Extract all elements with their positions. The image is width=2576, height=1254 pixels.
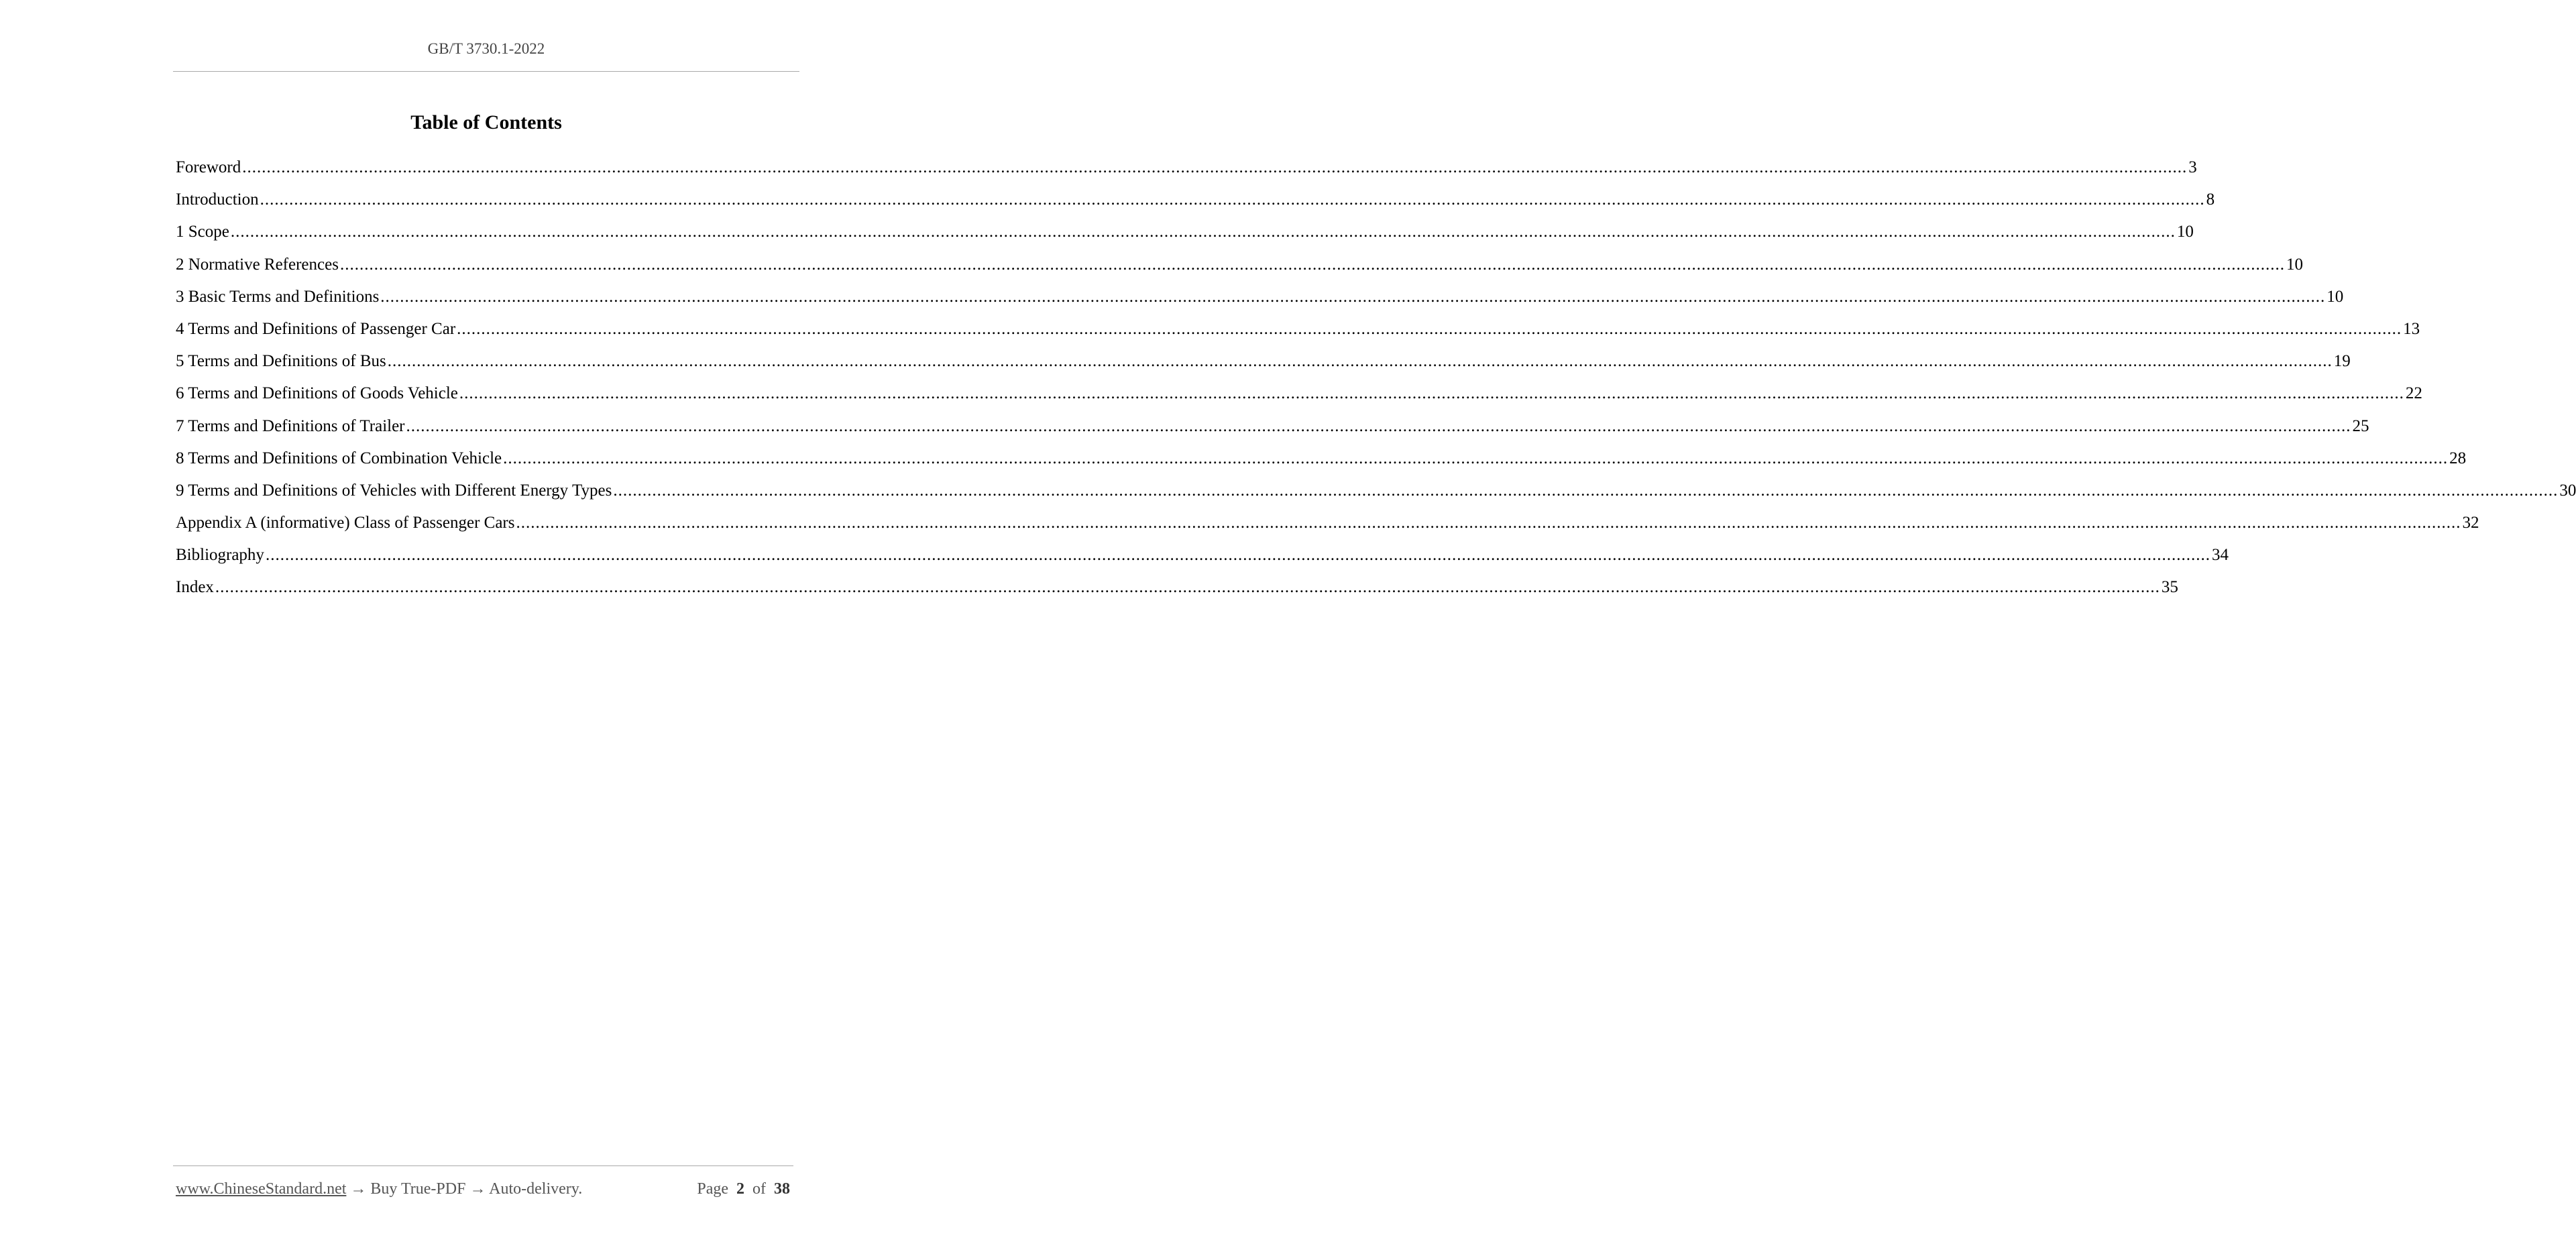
toc-entry-title: Appendix A (informative) Class of Passenger Cars — [176, 514, 515, 532]
toc-entry-page: 3 — [2188, 158, 2197, 176]
toc-entry-page: 28 — [2449, 449, 2467, 467]
dot-leader: ................................................................................................................................................................................................................................................................................................................................................................................................................ — [339, 255, 2285, 274]
arrow-right-icon: → — [350, 1180, 367, 1198]
toc-entry[interactable] — [176, 542, 2229, 574]
toc-entry-page: 13 — [2403, 319, 2420, 338]
dot-leader: ................................................................................................................................................................................................................................................................................................................................................................................................................ — [230, 223, 2176, 241]
toc-entry-title: 5 Terms and Definitions of Bus — [176, 352, 386, 371]
toc-entry-title: 7 Terms and Definitions of Trailer — [176, 416, 405, 435]
toc-entry-page: 25 — [2352, 416, 2369, 435]
dot-leader: ................................................................................................................................................................................................................................................................................................................................................................................................................ — [215, 578, 2160, 597]
dot-leader: ................................................................................................................................................................................................................................................................................................................................................................................................................ — [406, 416, 2351, 435]
toc-entry-title: Bibliography — [176, 546, 264, 565]
footer-promo — [176, 1178, 582, 1200]
dot-leader: ................................................................................................................................................................................................................................................................................................................................................................................................................ — [459, 384, 2404, 403]
dot-leader: ................................................................................................................................................................................................................................................................................................................................................................................................................ — [387, 352, 2333, 371]
toc-entry-page: 10 — [2286, 255, 2303, 274]
toc-entry[interactable] — [176, 154, 2197, 186]
dot-leader: ................................................................................................................................................................................................................................................................................................................................................................................................................ — [516, 514, 2461, 532]
toc-entry-page: 10 — [2327, 287, 2344, 306]
toc-entry[interactable] — [176, 316, 2420, 348]
footer-divider — [173, 1165, 793, 1166]
toc-entry[interactable] — [176, 219, 2194, 251]
toc-entry[interactable] — [176, 445, 2467, 477]
buy-text: Buy True-PDF — [370, 1180, 466, 1198]
page-label: Page — [697, 1180, 728, 1198]
toc-entry[interactable] — [176, 380, 2422, 412]
page-of: of — [752, 1180, 766, 1198]
toc-entry-page: 32 — [2462, 514, 2479, 532]
running-header: GB/T 3730.1-2022 — [427, 40, 545, 57]
toc-entry-title: 8 Terms and Definitions of Combination Vehicle — [176, 449, 502, 467]
header-divider — [173, 71, 799, 72]
toc-entry-page: 8 — [2206, 190, 2215, 209]
toc-entry-title: Introduction — [176, 190, 259, 209]
toc-entry-page: 22 — [2405, 384, 2422, 403]
toc-entry-title: 9 Terms and Definitions of Vehicles with Different Energy Types — [176, 481, 612, 500]
delivery-text: Auto-delivery. — [489, 1180, 583, 1198]
toc-entry-title: 3 Basic Terms and Definitions — [176, 287, 380, 306]
toc-entry-page: 34 — [2211, 546, 2229, 565]
toc-entry-page: 30 — [2559, 481, 2576, 500]
toc-entry-page: 10 — [2176, 223, 2194, 241]
toc-entry-title: 4 Terms and Definitions of Passenger Car — [176, 319, 456, 338]
dot-leader: ................................................................................................................................................................................................................................................................................................................................................................................................................ — [260, 190, 2205, 209]
arrow-right-icon: → — [469, 1180, 486, 1198]
toc-title: Table of Contents — [410, 111, 562, 133]
toc-entry[interactable] — [176, 477, 2576, 510]
toc-entry-title: Index — [176, 578, 214, 597]
toc-entry[interactable] — [176, 510, 2479, 542]
toc-entry-title: 6 Terms and Definitions of Goods Vehicle — [176, 384, 458, 403]
toc-entry-page: 35 — [2161, 578, 2178, 597]
dot-leader: ................................................................................................................................................................................................................................................................................................................................................................................................................ — [613, 481, 2559, 500]
page-footer — [176, 1178, 793, 1200]
dot-leader: ................................................................................................................................................................................................................................................................................................................................................................................................................ — [242, 158, 2188, 176]
toc-entry-page: 19 — [2333, 352, 2351, 371]
site-link[interactable]: www.ChineseStandard.net — [176, 1180, 347, 1198]
toc-entry-title: 1 Scope — [176, 223, 229, 241]
toc-entry[interactable] — [176, 284, 2344, 316]
dot-leader: ................................................................................................................................................................................................................................................................................................................................................................................................................ — [380, 287, 2326, 306]
page-total: 38 — [774, 1180, 790, 1198]
toc-entry[interactable] — [176, 251, 2303, 284]
dot-leader: ................................................................................................................................................................................................................................................................................................................................................................................................................ — [265, 546, 2210, 565]
dot-leader: ................................................................................................................................................................................................................................................................................................................................................................................................................ — [457, 319, 2402, 338]
toc-entry-title: Foreword — [176, 158, 241, 176]
page-current: 2 — [736, 1180, 744, 1198]
toc-entry[interactable] — [176, 186, 2215, 219]
toc-entry-title: 2 Normative References — [176, 255, 339, 274]
toc-entry[interactable] — [176, 348, 2351, 380]
page-number — [697, 1178, 790, 1200]
toc-entry[interactable] — [176, 413, 2369, 445]
toc-list — [176, 154, 2576, 607]
dot-leader: ................................................................................................................................................................................................................................................................................................................................................................................................................ — [503, 449, 2449, 467]
toc-entry[interactable] — [176, 574, 2178, 606]
